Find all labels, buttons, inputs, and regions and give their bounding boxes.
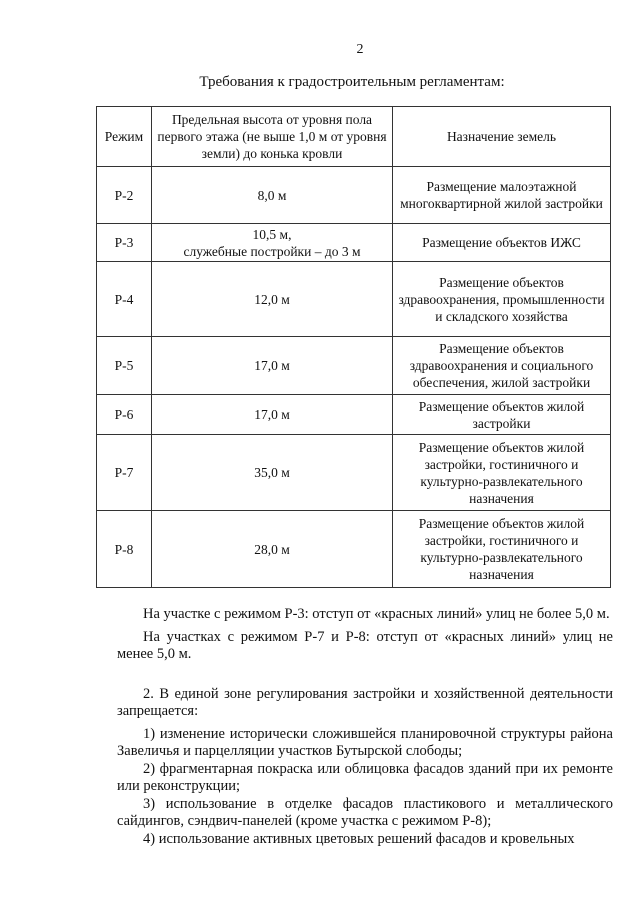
cell-height: 10,5 м, служебные постройки – до 3 м (152, 224, 393, 262)
page-heading: Требования к градостроительным регламентам: (199, 74, 505, 90)
table-row (97, 395, 611, 435)
cell-purpose: Размещение объектов здравоохранения и социального обеспечения, жилой застройки (393, 337, 611, 395)
cell-mode: Р-2 (97, 167, 152, 224)
cell-height: 17,0 м (152, 337, 393, 395)
paragraph: 1) изменение исторически сложившейся планировочной структуры района Завеличья и парцелляции участков Бутырской слободы; (117, 725, 613, 759)
table-header-row (97, 107, 611, 167)
paragraph: На участках с режимом Р-7 и Р-8: отступ от «красных линий» улиц не менее 5,0 м. (117, 628, 613, 662)
header-mode: Режим (97, 107, 152, 167)
table-row (97, 224, 611, 262)
header-height: Предельная высота от уровня пола первого этажа (не выше 1,0 м от уровня земли) до конька кровли (152, 107, 393, 167)
cell-purpose: Размещение малоэтажной многоквартирной жилой застройки (393, 167, 611, 224)
cell-purpose: Размещение объектов жилой застройки (393, 395, 611, 435)
cell-mode: Р-4 (97, 262, 152, 337)
cell-height: 28,0 м (152, 511, 393, 588)
cell-purpose: Размещение объектов здравоохранения, промышленности и складского хозяйства (393, 262, 611, 337)
cell-mode: Р-7 (97, 435, 152, 511)
cell-mode: Р-5 (97, 337, 152, 395)
cell-purpose: Размещение объектов жилой застройки, гостиничного и культурно-развлекательного назначения (393, 511, 611, 588)
table-row (97, 511, 611, 588)
regulations-table (96, 106, 611, 588)
table-row (97, 167, 611, 224)
page-number: 2 (356, 42, 364, 57)
body-text (117, 606, 613, 848)
paragraph: 3) использование в отделке фасадов пластикового и металлического сайдингов, сэндвич-панелей (кроме участка с режимом Р-8); (117, 795, 613, 829)
cell-purpose: Размещение объектов ИЖС (393, 224, 611, 262)
paragraph: 4) использование активных цветовых решений фасадов и кровельных (143, 830, 575, 847)
table-row (97, 337, 611, 395)
cell-mode: Р-3 (97, 224, 152, 262)
table-row (97, 435, 611, 511)
paragraph: 2) фрагментарная покраска или облицовка фасадов зданий при их ремонте или реконструкции; (117, 760, 613, 794)
header-purpose: Назначение земель (393, 107, 611, 167)
cell-height: 12,0 м (152, 262, 393, 337)
cell-mode: Р-6 (97, 395, 152, 435)
cell-mode: Р-8 (97, 511, 152, 588)
table-row (97, 262, 611, 337)
cell-height: 17,0 м (152, 395, 393, 435)
paragraph: 2. В единой зоне регулирования застройки и хозяйственной деятельности запрещается: (117, 685, 613, 719)
cell-height: 8,0 м (152, 167, 393, 224)
paragraph: На участке с режимом Р-3: отступ от «красных линий» улиц не более 5,0 м. (143, 606, 610, 622)
cell-purpose: Размещение объектов жилой застройки, гостиничного и культурно-развлекательного назначения (393, 435, 611, 511)
cell-height: 35,0 м (152, 435, 393, 511)
